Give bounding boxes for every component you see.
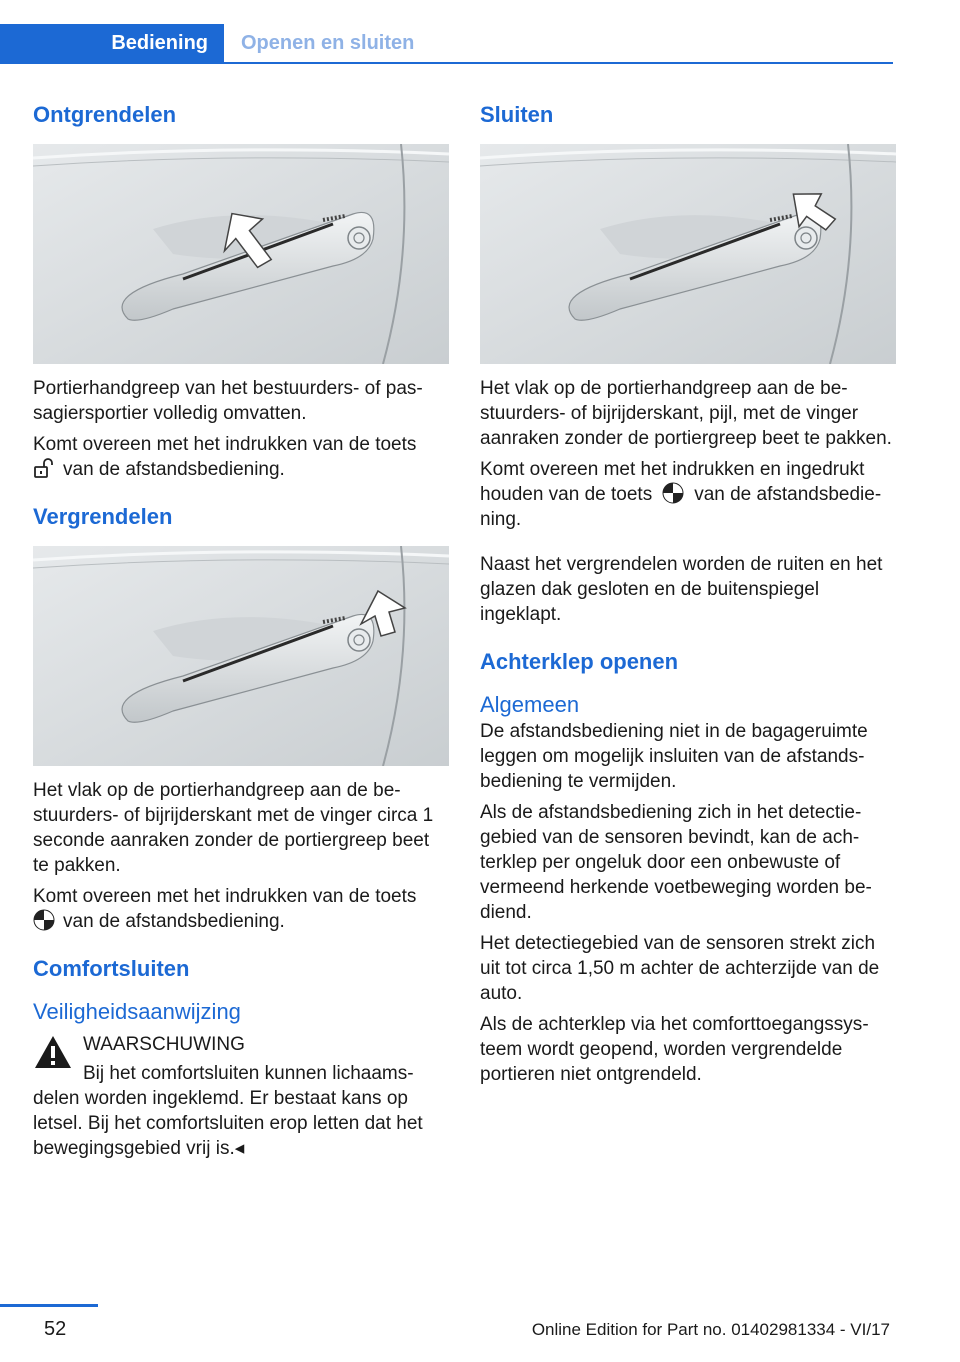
para-close-2: Komt overeen met het indrukken en ingedrukt houden van de toets van de afstandsbediening. bbox=[480, 459, 882, 530]
para-lock-2: Komt overeen met het indrukken van de toets van de afstandsbediening. bbox=[33, 886, 417, 932]
para-general-3: Het detectiegebied van de sensoren strekt zich uit tot circa 1,50 m achter de achterzijde van de auto. bbox=[480, 933, 880, 1004]
page-number: 52 bbox=[44, 1318, 67, 1340]
warning-text: Bij het comfortsluiten kunnen lichaamsdelen worden ingeklemd. Er bestaat kans op letsel. Bij het comfortsluiten erop letten dat het bewegingsgebied vrij is.◂ bbox=[33, 1063, 423, 1159]
heading-achterklep-openen: Achterklep openen bbox=[480, 649, 679, 674]
tab-bediening[interactable]: Bediening bbox=[0, 24, 224, 62]
para-close-1: Het vlak op de portierhandgreep aan de bestuurders- of bijrijderskant, pijl, met de vinger aanraken zonder de portiergreep beet te pakken. bbox=[480, 378, 892, 449]
header-tabs bbox=[0, 24, 893, 64]
door-handle-lock-figure bbox=[33, 546, 449, 766]
tab-openen-en-sluiten[interactable]: Openen en sluiten bbox=[241, 32, 415, 54]
heading-vergrendelen: Vergrendelen bbox=[33, 504, 173, 529]
right-column bbox=[480, 100, 896, 1093]
para-general-1: De afstandsbediening niet in de bagageruimte leggen om mogelijk insluiten van de afstandsbediening te vermijden. bbox=[480, 721, 868, 792]
para-general-4: Als de achterklep via het comforttoegangssysteem wordt geopend, worden vergrendelde portieren niet ontgrendeld. bbox=[480, 1014, 869, 1085]
para-unlock-1: Portierhandgreep van het bestuurders- of passagiersportier volledig omvatten. bbox=[33, 378, 423, 424]
heading-comfortsluiten: Comfortsluiten bbox=[33, 956, 190, 981]
heading-veiligheidsaanwijzing: Veiligheidsaanwijzing bbox=[33, 999, 241, 1024]
footer-rule bbox=[0, 1304, 98, 1307]
left-column bbox=[33, 100, 449, 1161]
heading-algemeen: Algemeen bbox=[480, 692, 580, 717]
warning-title: WAARSCHUWING bbox=[83, 1034, 245, 1055]
lock-key-icon bbox=[662, 482, 684, 504]
lock-key-icon bbox=[33, 909, 55, 931]
unlock-key-icon bbox=[33, 457, 55, 479]
para-general-2: Als de afstandsbediening zich in het detectiegebied van de sensoren bevindt, kan de achterklep per ongeluk door een onbewuste of vermeend herkende voetbeweging worden bediend. bbox=[480, 802, 872, 923]
warning-box bbox=[33, 1032, 449, 1161]
door-handle-close-figure bbox=[480, 144, 896, 364]
para-unlock-2: Komt overeen met het indrukken van de toets van de afstandsbediening. bbox=[33, 434, 417, 480]
door-handle-unlock-figure bbox=[33, 144, 449, 364]
heading-ontgrendelen: Ontgrendelen bbox=[33, 102, 177, 127]
para-close-3: Naast het vergrendelen worden de ruiten en het glazen dak gesloten en de buitenspiegel ingeklapt. bbox=[480, 554, 883, 625]
warning-triangle-icon bbox=[33, 1034, 73, 1070]
para-lock-1: Het vlak op de portierhandgreep aan de bestuurders- of bijrijderskant met de vinger circa 1 seconde aanraken zonder de portiergreep beet te pakken. bbox=[33, 780, 434, 876]
footer-edition: Online Edition for Part no. 01402981334 - VI/17 bbox=[531, 1320, 890, 1339]
heading-sluiten: Sluiten bbox=[480, 102, 554, 127]
